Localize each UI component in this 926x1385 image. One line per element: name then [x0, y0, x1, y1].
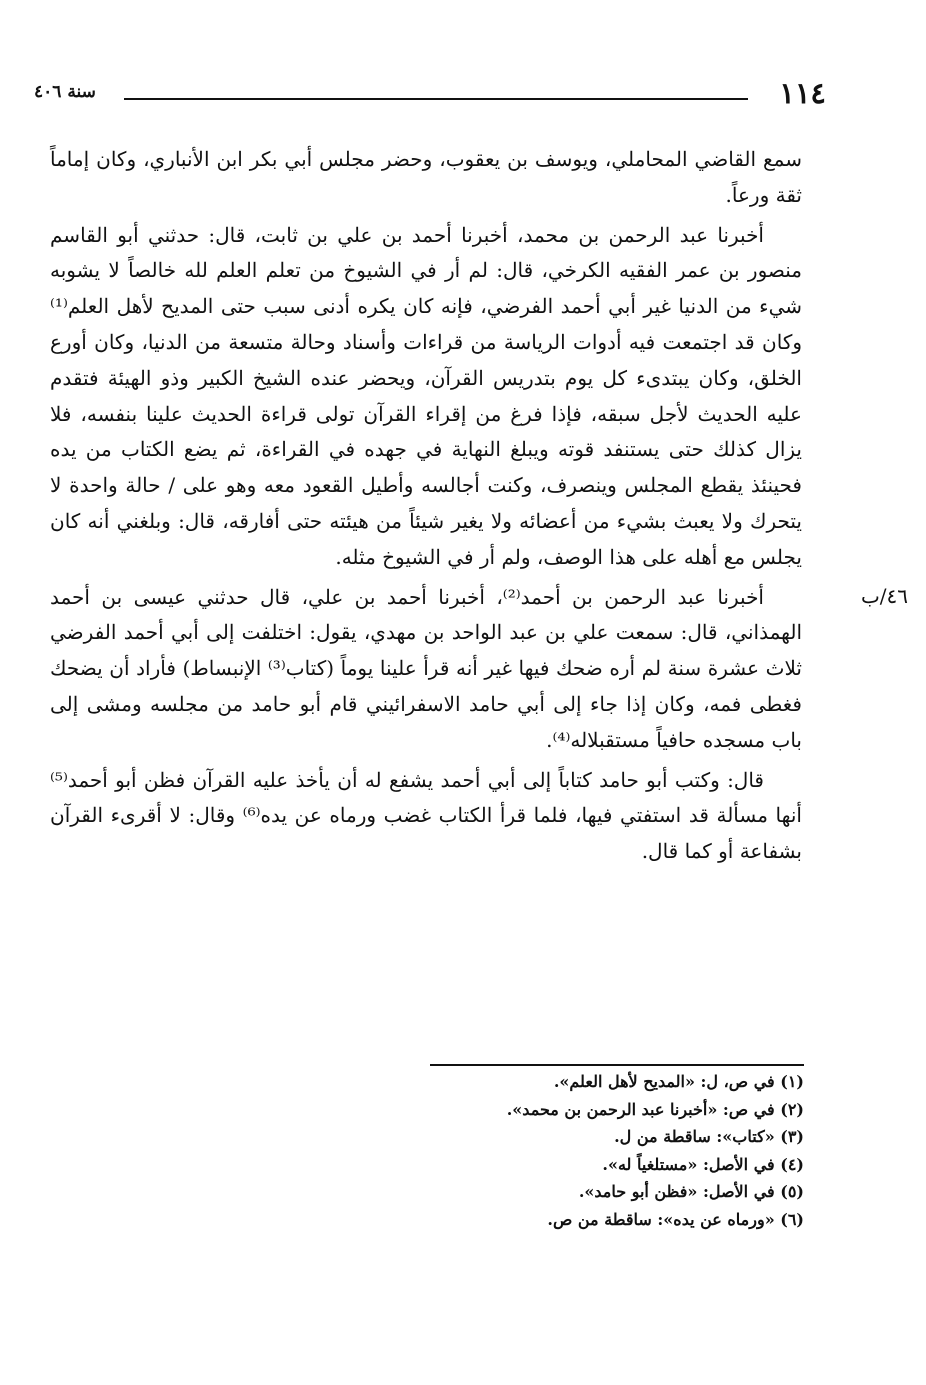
margin-folio-note: ٤٦/ب — [860, 584, 908, 608]
footnote-5: (٥) في الأصل: «فظن أبو حامد». — [578, 1182, 804, 1202]
footnote-6: (٦) «ورماه عن يده»: ساقطة من ص. — [547, 1209, 804, 1229]
footnotes — [184, 1068, 804, 1234]
header-rule — [124, 98, 748, 100]
footnote-1: (١) في ص، ل: «المديح لأهل العلم». — [553, 1072, 804, 1091]
running-head: سنة ٤٠٦ — [34, 82, 96, 102]
paragraph-3: أخبرنا عبد الرحمن بن أحمد⁽²⁾، أخبرنا أحمد بن علي، قال حدثني عيسى بن أحمد الهمذاني، قال: سمعت علي بن عبد الواحد بن مهدي، يقول: اختلفت إلى أبي أحمد الفرضي ثلاث عشرة سنة لم أره ضحك فيها غير أنه قرأ علينا يوماً (كتاب⁽³⁾ الإنبساط) فأراد أن يضحك فغطى فمه، وكان إذا جاء إلى أبي حامد الاسفرائيني قام أبو حامد من مجلسه ومشى إلى باب مسجده حافياً مستقبلاله⁽⁴⁾. — [50, 584, 802, 752]
footnote-separator — [430, 1064, 804, 1066]
main-text — [50, 142, 802, 874]
footnote-4: (٤) في الأصل: «مستلغياً له». — [602, 1154, 804, 1174]
footnote-2: (٢) في ص: «أخبرنا عبد الرحمن بن محمد». — [506, 1099, 804, 1119]
footnote-3: (٣) «كتاب»: ساقطة من ل. — [614, 1127, 804, 1147]
paragraph-2: أخبرنا عبد الرحمن بن محمد، أخبرنا أحمد بن علي بن ثابت، قال: حدثني أبو القاسم منصور بن عمر الفقيه الكرخي، قال: لم أر في الشيوخ من تعلم العلم لله خالصاً لا يشوبه شيء من الدنيا غير أبي أحمد الفرضي، فإنه كان يكره أدنى سبب حتى المديح لأهل العلم⁽¹⁾ وكان قد اجتمعت فيه أدوات الرياسة من قراءات وأسناد وحالة متسعة من الدنيا، وكان أورع الخلق، وكان يبتدىء كل يوم بتدريس القرآن، ويحضر عنده الشيخ الكبير وذو الهيئة فتقدم عليه الحديث لأجل سبقه، فإذا فرغ من إقراء القرآن تولى قراءة الحديث علينا بنفسه، فلا يزال كذلك حتى يستنفد قوته ويبلغ النهاية في جهده في القراءة، ثم يضع الكتاب من يده فحينئذ يقطع المجلس وينصرف، وكنت أجالسه وأطيل القعود معه وهو على / حالة واحدة لا يتحرك ولا يعبث بشيء من أعضائه ولا يغير شيئاً من هيئته حتى أفارقه، قال: وبلغني أنه كان يجلس مع أهله على هذا الوصف، ولم أر في الشيوخ مثله. — [50, 222, 803, 569]
paragraph-1: سمع القاضي المحاملي، ويوسف بن يعقوب، وحضر مجلس أبي بكر ابن الأنباري، وكان إماماً ثقة ورعاً. — [50, 147, 802, 207]
page-header — [34, 76, 826, 116]
paragraph-4: قال: وكتب أبو حامد كتاباً إلى أبي أحمد يشفع له أن يأخذ عليه القرآن فظن أبو أحمد⁽⁵⁾ أنها مسألة قد استفتي فيها، فلما قرأ الكتاب غضب ورماه عن يده⁽⁶⁾ وقال: لا أقرىء القرآن بشفاعة أو كما قال. — [50, 767, 802, 864]
page-number: ١١٤ — [779, 76, 826, 110]
